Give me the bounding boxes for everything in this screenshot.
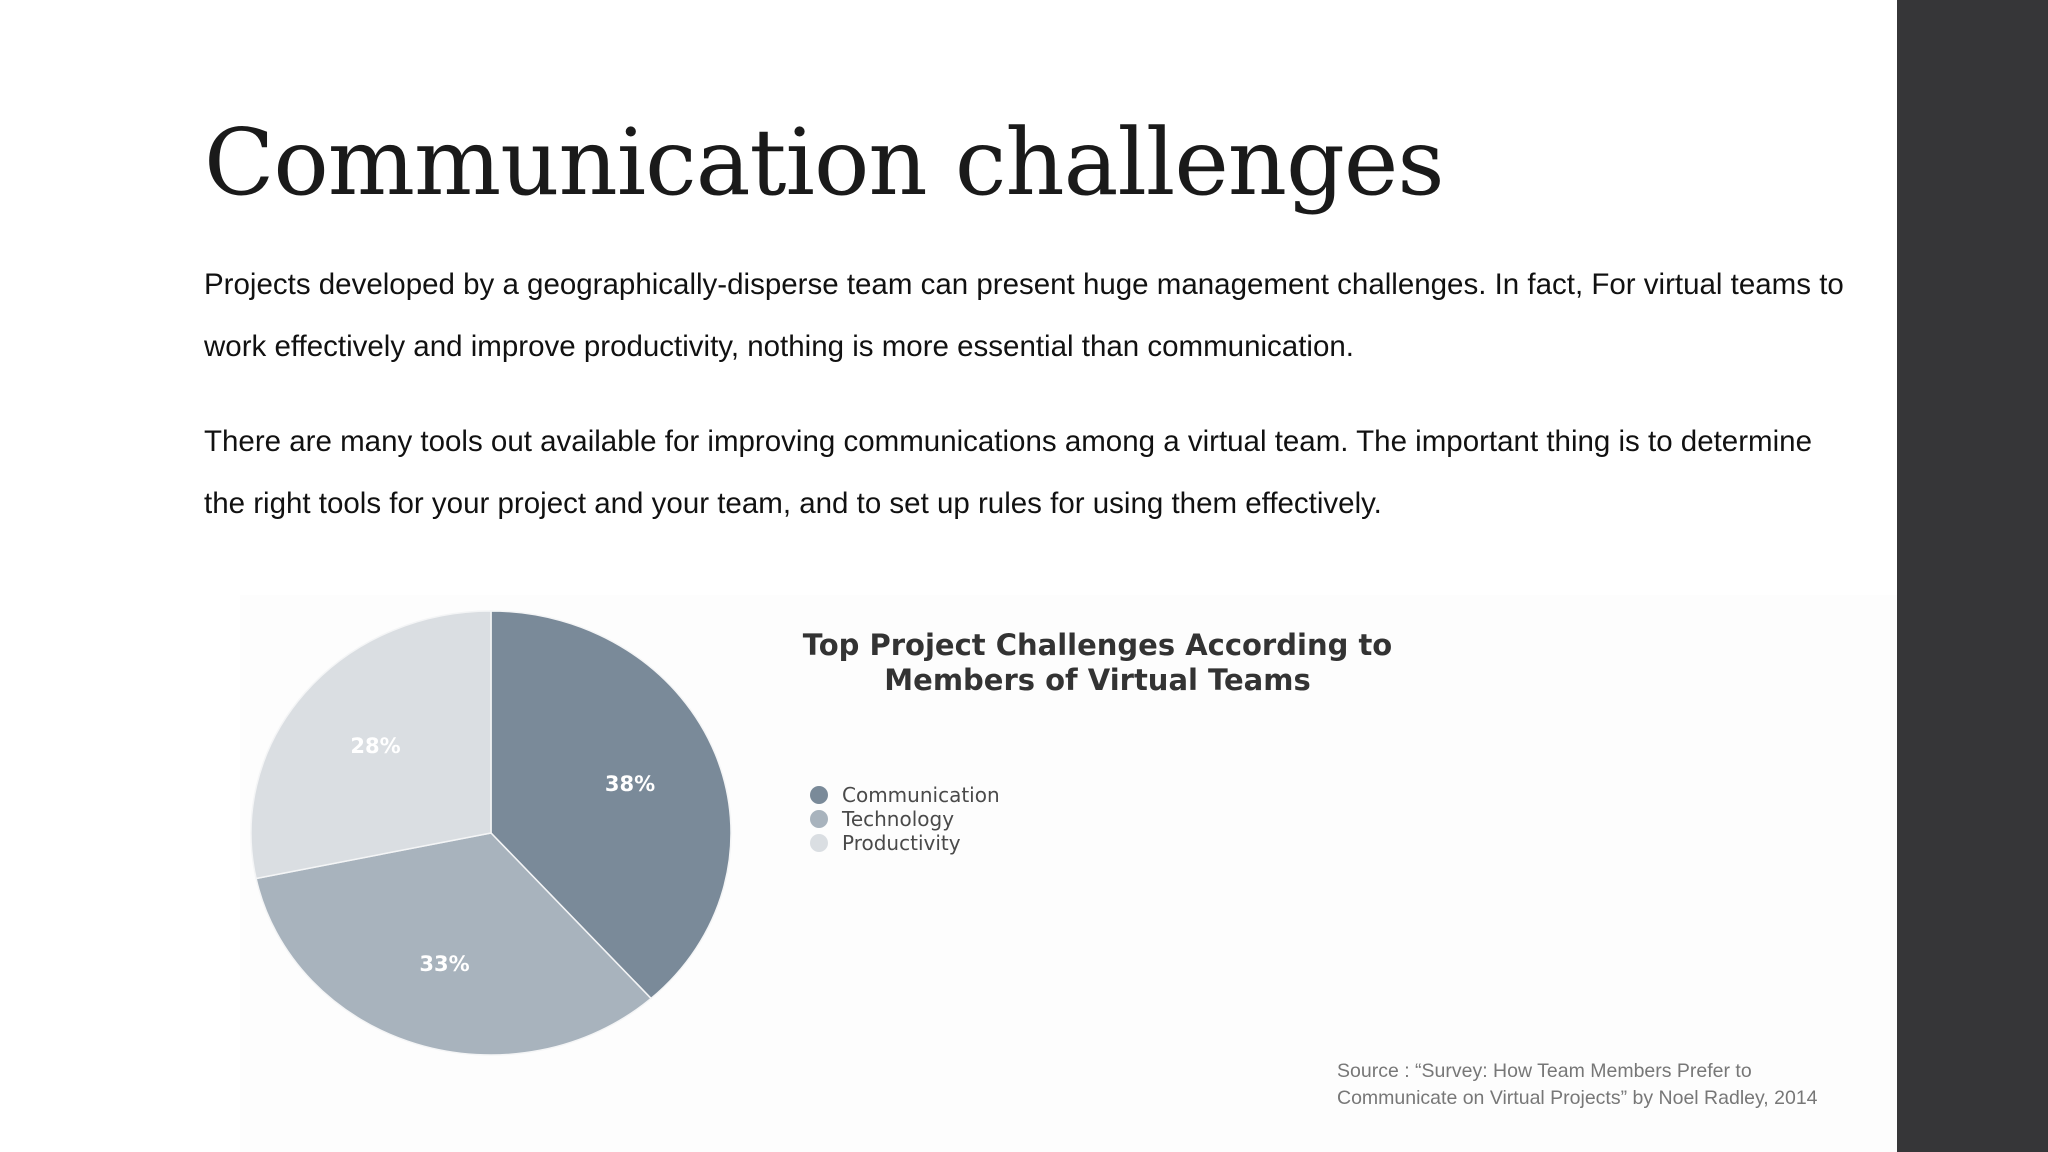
- chart-title: Top Project Challenges According to Members of Virtual Teams: [802, 628, 1393, 697]
- pie-label-technology: 33%: [419, 951, 470, 976]
- legend-label-communication: Communication: [842, 783, 1000, 807]
- source-line-1: Source : “Survey: How Team Members Prefer to: [1337, 1060, 1752, 1082]
- legend-item-productivity: [810, 831, 1000, 855]
- paragraph-2: There are many tools out available for improving communications among a virtual team. The important thing is to determine the right tools for your project and your team, and to set up rules for using them effectively.: [204, 425, 1812, 520]
- legend-swatch-technology: [810, 810, 828, 828]
- chart-legend: [810, 783, 1000, 855]
- source-line-2: Communicate on Virtual Projects” by Noel Radley, 2014: [1337, 1087, 1818, 1109]
- legend-item-technology: [810, 807, 1000, 831]
- legend-swatch-productivity: [810, 834, 828, 852]
- slide-title: Communication challenges: [204, 109, 1444, 216]
- legend-item-communication: [810, 783, 1000, 807]
- legend-label-productivity: Productivity: [842, 831, 961, 855]
- pie-label-productivity: 28%: [350, 734, 401, 759]
- source-citation: [1337, 1058, 1818, 1112]
- paragraph-1: Projects developed by a geographically-disperse team can present huge management challenges. In fact, For virtual teams to work effectively and improve productivity, nothing is more essential than communication.: [204, 268, 1844, 363]
- legend-swatch-communication: [810, 786, 828, 804]
- legend-label-technology: Technology: [842, 807, 955, 831]
- pie-label-communication: 38%: [604, 771, 656, 796]
